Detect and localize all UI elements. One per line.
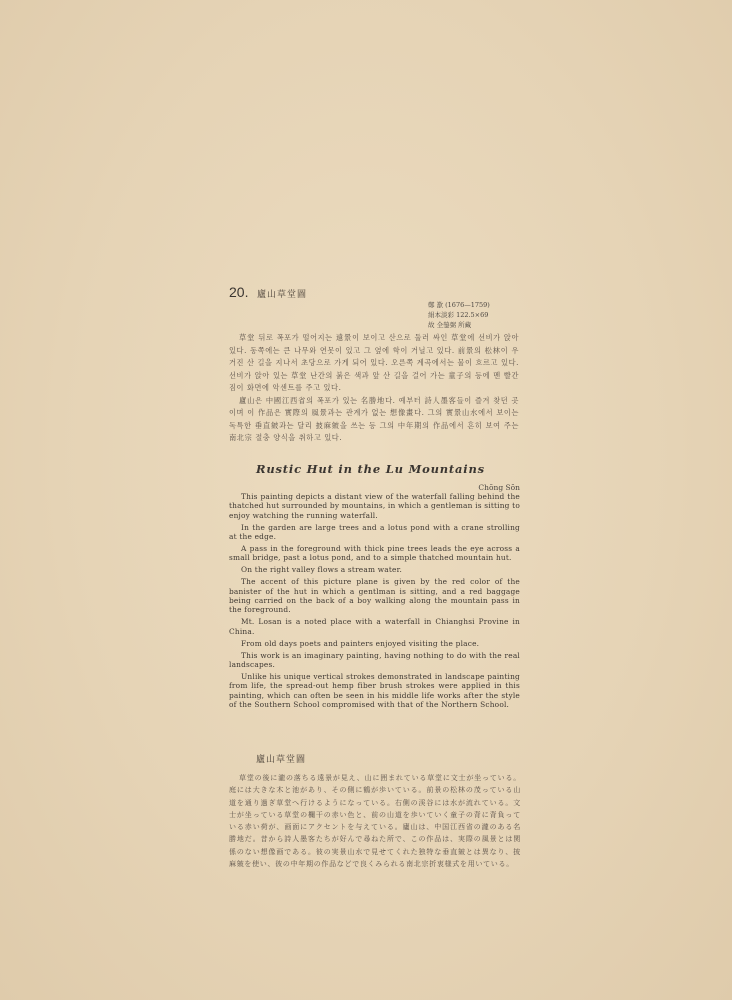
english-paragraph: From old days poets and painters enjoyed visiting the place. xyxy=(241,638,480,648)
entry-number: 20. xyxy=(229,284,249,300)
english-title: Rustic Hut in the Lu Mountains xyxy=(256,462,485,476)
japanese-paragraph: 草堂の後に瀧の落ちる遠景が見え、山に囲まれている草堂に文士が坐っている。庭には大きな木と池があり、その側に鶴が歩いている。前景の松林の茂っている山道を通り過ぎ草堂へ行けるようになっている。右側の渓谷には水が流れている。文士が坐っている草堂の欄干の赤い色と、前の山道を歩いていく童子の背に背負っている赤い荷が、画面にアクセントを与えている。廬山は、中国江西省の瀧のある名勝地だ。昔から詩人墨客たちが好んで尋ねた所で、この作品は、実際の風景とは関係のない想像画である。彼の実景山水で見せてくれた独特な垂直皴とは異なり、披麻皴を使い、彼の中年期の作品などで良くみられる南北宗折衷様式を用いている。 xyxy=(229,774,521,869)
english-paragraph: This work is an imaginary painting, having nothing to do with the real landscapes. xyxy=(229,650,520,669)
english-paragraph: On the right valley flows a stream water. xyxy=(241,565,403,575)
english-paragraph: A pass in the foreground with thick pine trees leads the eye across a small bridge, past a lotus pond, and to a simple thatched mountain hut. xyxy=(229,544,520,563)
english-paragraph: The accent of this picture plane is given by the red color of the banister of the hut in which a gentlman is sitting, and a red baggage being carried on the back of a boy walking along the mountain pass in the foreground. xyxy=(229,577,520,615)
collection-line: 故 全鎣弼 所藏 xyxy=(428,321,472,329)
japanese-title: 廬山草堂圖 xyxy=(256,755,307,765)
artist-line: 鄭 歚 (1676—1759) xyxy=(428,301,490,309)
english-description xyxy=(229,492,520,712)
english-paragraph: In the garden are large trees and a lotus pond with a crane strolling at the edge. xyxy=(229,522,520,542)
english-paragraph: This painting depicts a distant view of the waterfall falling behind the thatched hut surrounded by mountains, in which a gentleman is sitting to enjoy watching the running waterfall. xyxy=(229,492,520,520)
artwork-metadata xyxy=(428,300,520,330)
medium-size-line: 絹本淡彩 122.5×69 xyxy=(428,311,489,319)
english-paragraph: Mt. Losan is a noted place with a waterfall in Chianghsi Provine in China. xyxy=(229,617,520,636)
korean-description xyxy=(229,332,519,445)
japanese-description xyxy=(229,772,521,870)
korean-paragraph: 草堂 뒤로 폭포가 떨어지는 遠景이 보이고 산으로 둘러 싸인 草堂에 선비가 앉아 있다. 동쪽에는 큰 나무와 연못이 있고 그 옆에 학이 거닐고 있다. 前景의 松林이 우거진 산 길을 지나서 초당으로 가게 되어 있다. 오른쪽 계곡에서는 물이 흐르고 있다. 선비가 앉아 있는 草堂 난간의 붉은 색과 앞 산 길을 걸어 가는 童子의 등에 멘 빨간 짐이 화면에 악센트를 주고 있다. xyxy=(229,333,519,392)
korean-paragraph: 廬山은 中國江西省의 폭포가 있는 名勝地다. 예부터 詩人墨客들이 즐겨 찾던 곳이며 이 作品은 實際의 風景과는 관계가 없는 想像畫다. 그의 實景山水에서 보이는 독특한 垂直皴과는 달리 披麻皴을 쓰는 등 그의 中年期의 作品에서 흔히 보여 주는 南北宗 절충 양식을 취하고 있다. xyxy=(229,395,519,442)
entry-title-cjk: 廬山草堂圖 xyxy=(257,290,308,300)
english-paragraph: Unlike his unique vertical strokes demonstrated in landscape painting from life, the spread-out hemp fiber brush strokes were applied in this painting, which can often be seen in his middle life works after the style of the Southern School compromised with that of the Northern School. xyxy=(229,671,520,710)
english-author: Chŏng Sŏn xyxy=(478,483,520,492)
